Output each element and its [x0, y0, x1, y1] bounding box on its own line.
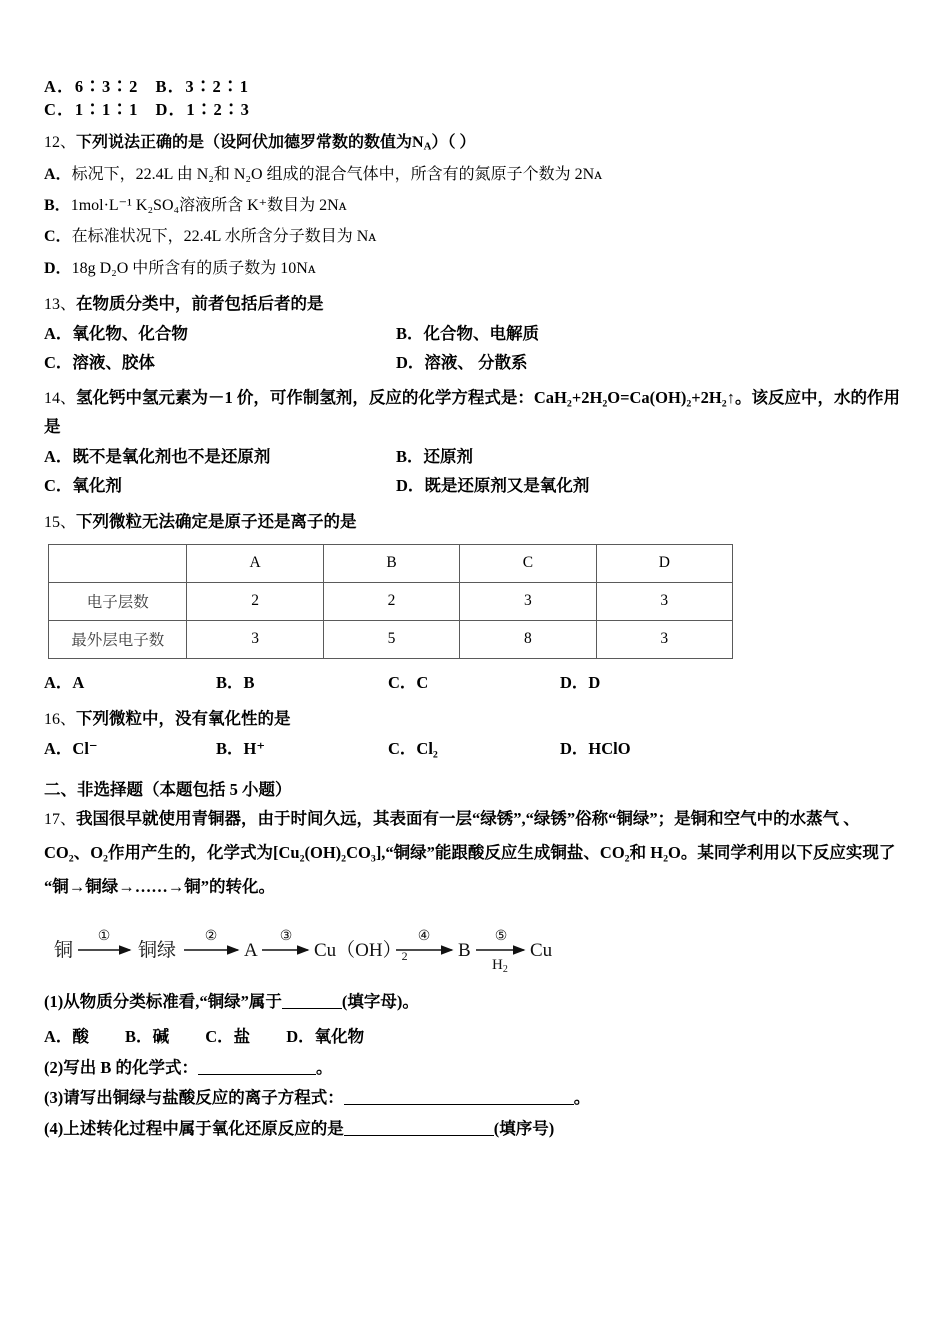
- q17-sub2-post: 。: [316, 1057, 333, 1077]
- q17-sub1-blank[interactable]: [282, 1008, 342, 1009]
- q17-sub1-option-c: [205, 1027, 250, 1046]
- q17-number: 17、: [44, 811, 77, 829]
- q11-option-b-value: 3∶2∶1: [185, 77, 250, 96]
- scheme-node-cu: Cu: [530, 939, 553, 961]
- q16-option-a-text: Cl⁻: [72, 738, 98, 758]
- q14-option-c-label: C．: [44, 475, 73, 495]
- q16-option-b: [216, 739, 388, 759]
- table-header-row: [49, 544, 733, 582]
- table-cell-shells-c: 3: [460, 582, 596, 620]
- q13-option-c-text: 溶液、胶体: [72, 352, 155, 372]
- q14-option-b: [396, 447, 924, 467]
- q12-option-c-text: 在标准状况下，22.4L 水所含分子数目为 Nᴀ: [71, 228, 377, 246]
- scheme-arrow-label-1: ①: [97, 928, 111, 944]
- q13-option-b-label: B．: [396, 323, 424, 343]
- q13-stem: [44, 292, 924, 317]
- table-row: [49, 582, 733, 620]
- q17-sub1-pre: (1)从物质分类标准看,“铜绿”属于: [44, 991, 282, 1011]
- table-cell-outer-a: 3: [187, 620, 323, 658]
- q11-option-c-label: C．: [44, 100, 75, 120]
- scheme-node-patina: 铜绿: [138, 939, 177, 961]
- q15-option-a-label: A．: [44, 672, 73, 692]
- q17-sub2: [44, 1058, 924, 1078]
- q17-stem-text-line1: 我国很早就使用青铜器，由于时间久远，其表面有一层“绿锈”,“绿锈”俗称“铜绿”；是铜和空气中的水蒸气 、: [76, 809, 860, 829]
- q15-option-d-label: D．: [560, 672, 589, 692]
- q12-option-c-label: C．: [44, 228, 72, 246]
- q16-option-d-text: HClO: [588, 738, 631, 758]
- q17-sub1-option-c-label: C．: [205, 1026, 234, 1046]
- q14-option-a: [44, 447, 396, 467]
- table-cell-outer-c: 8: [460, 620, 596, 658]
- q12-option-d-text: 18g D₂O 中所含有的质子数为 10Nᴀ: [71, 259, 316, 277]
- q12-option-d: [44, 259, 924, 278]
- q12-stem-text: 下列说法正确的是（设阿伏加德罗常数的数值为N: [76, 133, 424, 151]
- q14-option-a-text: 既不是氧化剂也不是还原剂: [72, 447, 271, 467]
- q16-option-d-label: D．: [560, 738, 589, 758]
- table-cell-shells-d: 3: [596, 582, 732, 620]
- q16-number: 16、: [44, 710, 77, 728]
- scheme-arrow-label-5: ⑤: [494, 928, 508, 944]
- q11-option-a-label: A．: [44, 77, 75, 96]
- q13-option-c: [44, 353, 396, 373]
- q14-options-row-cd: [44, 476, 924, 496]
- q15-option-d: [560, 673, 732, 693]
- q15-option-d-text: D: [588, 672, 601, 692]
- q12-option-a-text: 标况下，22.4L 由 N₂和 N₂O 组成的混合气体中，所含有的氮原子个数为 2Nᴀ: [71, 166, 603, 184]
- q15-option-b: [216, 673, 388, 693]
- q16-option-b-text: H⁺: [243, 738, 266, 758]
- q15-options-row: [44, 673, 924, 693]
- q13-options-row-cd: [44, 353, 924, 373]
- q14-stem-line2: [44, 415, 924, 440]
- q14-stem-line1: [44, 386, 924, 411]
- q15-option-a-text: A: [72, 672, 85, 692]
- q17-sub1-option-d-label: D．: [286, 1026, 315, 1046]
- table-cell-shells-b: 2: [323, 582, 459, 620]
- particle-table: [48, 544, 733, 659]
- q17-sub1-option-a: [44, 1027, 89, 1046]
- q14-stem-text-line2: 是: [44, 417, 61, 437]
- table-col-header-d: D: [596, 544, 732, 582]
- q11-option-a-value: 6∶3∶2: [74, 77, 139, 96]
- q14-option-b-label: B．: [396, 447, 424, 467]
- q13-option-a-text: 氧化物、化合物: [72, 323, 188, 343]
- q17-sub4-blank[interactable]: [344, 1135, 494, 1136]
- q14-option-c: [44, 476, 396, 496]
- q16-options-row: [44, 739, 924, 759]
- q13-option-d-text: 溶液、 分散系: [424, 352, 528, 372]
- scheme-arrow-5-condition: $H_2$: [492, 956, 508, 975]
- q12-option-a: [44, 165, 924, 184]
- q12-option-a-label: A．: [44, 166, 72, 184]
- scheme-node-copper: 铜: [54, 939, 74, 961]
- q15-option-b-label: B．: [216, 672, 244, 692]
- scheme-arrow-label-2: ②: [204, 928, 218, 944]
- scheme-arrow-label-4: ④: [417, 928, 431, 944]
- q13-number: 13、: [44, 295, 77, 313]
- q14-stem-text-line1: 氢化钙中氢元素为－1 价，可作制氢剂，反应的化学方程式是：CaH₂+2H₂O=Ca(OH)₂+2H₂↑。该反应中，水的作用: [76, 388, 900, 408]
- q15-option-c: [388, 673, 560, 693]
- q12-stem-subscript: A: [423, 140, 432, 153]
- q15-option-c-text: C: [416, 672, 429, 692]
- q14-option-d-label: D．: [396, 475, 425, 495]
- q14-number: 14、: [44, 390, 77, 408]
- scheme-node-copper-hydroxide: $Cu(OH)_2$: [314, 939, 408, 963]
- q17-sub3: [44, 1088, 924, 1108]
- q17-sub1-option-d-text: 氧化物: [314, 1026, 365, 1046]
- q14-option-d-text: 既是还原剂又是氧化剂: [424, 475, 590, 495]
- q17-stem-line2: [44, 841, 924, 866]
- q15-option-b-text: B: [243, 672, 255, 692]
- page-content: [44, 78, 924, 1150]
- q16-option-d: [560, 739, 732, 759]
- q15-option-a: [44, 673, 216, 693]
- q12-option-b-label: B．: [44, 197, 71, 215]
- q14-options-row-ab: [44, 447, 924, 467]
- q17-sub1-post: (填字母)。: [341, 991, 419, 1011]
- q17-sub1-option-b: [125, 1027, 169, 1046]
- q15-stem: [44, 510, 924, 535]
- q16-option-c-label: C．: [388, 738, 417, 758]
- q11-option-d-label: D．: [155, 100, 187, 120]
- q17-sub1-options: [44, 1023, 924, 1047]
- q13-option-d: [396, 353, 924, 373]
- scheme-node-b: B: [458, 939, 471, 961]
- q17-sub4-pre: (4)上述转化过程中属于氧化还原反应的是: [44, 1119, 344, 1139]
- q17-sub3-blank[interactable]: [344, 1104, 574, 1105]
- q11-options-row-ab: [44, 78, 924, 95]
- q12-stem-tail: ）（ ）: [431, 133, 476, 151]
- q15-option-c-label: C．: [388, 672, 417, 692]
- q16-option-a: [44, 739, 216, 759]
- q12-option-b-text: 1mol·L⁻¹ K₂SO₄溶液所含 K⁺数目为 2Nᴀ: [70, 197, 347, 215]
- q16-option-c: [388, 739, 560, 759]
- scheme-node-a: A: [244, 939, 258, 961]
- q12-option-c: [44, 227, 924, 246]
- table-col-header-a: A: [187, 544, 323, 582]
- table-row-header-outer-electrons: 最外层电子数: [49, 620, 187, 658]
- q12-stem: [44, 133, 924, 153]
- q17-stem-text-line3: “铜→铜绿→……→铜”的转化。: [44, 877, 275, 897]
- q17-sub1-option-c-text: 盐: [233, 1026, 251, 1046]
- q17-sub1-option-a-label: A．: [44, 1026, 73, 1046]
- q13-option-a: [44, 324, 396, 344]
- table-cell-outer-d: 3: [596, 620, 732, 658]
- q17-sub1-option-b-text: 碱: [152, 1026, 170, 1046]
- q16-option-a-label: A．: [44, 738, 73, 758]
- q17-sub3-pre: (3)请写出铜绿与盐酸反应的离子方程式：: [44, 1088, 344, 1108]
- q13-options-row-ab: [44, 324, 924, 344]
- q16-option-c-text: Cl₂: [416, 738, 438, 758]
- table-row-header-shells: 电子层数: [49, 582, 187, 620]
- q13-option-b: [396, 324, 924, 344]
- q13-option-d-label: D．: [396, 352, 425, 372]
- q16-stem-text: 下列微粒中，没有氧化性的是: [76, 708, 291, 728]
- section-2-title: 二、非选择题（本题包括 5 小题）: [44, 780, 292, 800]
- table-corner-cell: [49, 544, 187, 582]
- q11-option-d-value: 1∶2∶3: [186, 100, 251, 120]
- q14-option-d: [396, 476, 924, 496]
- q17-sub2-pre: (2)写出 B 的化学式：: [44, 1057, 198, 1077]
- q13-option-a-label: A．: [44, 323, 73, 343]
- q11-option-b-label: B．: [155, 77, 186, 96]
- q17-stem-line1: [44, 807, 924, 832]
- reaction-scheme-svg: [52, 914, 572, 976]
- table-cell-shells-a: 2: [187, 582, 323, 620]
- q12-option-b: [44, 196, 924, 215]
- table-cell-outer-b: 5: [323, 620, 459, 658]
- q16-option-b-label: B．: [216, 738, 244, 758]
- q17-sub4-post: (填序号): [493, 1119, 555, 1139]
- q17-stem-text-line2: CO₂、O₂作用产生的，化学式为[Cu₂(OH)₂CO₃],“铜绿”能跟酸反应生成铜盐、CO₂和 H₂O。某同学利用以下反应实现了: [44, 843, 896, 863]
- reaction-scheme-diagram: [52, 914, 924, 976]
- q12-option-d-label: D．: [44, 259, 72, 277]
- q13-option-b-text: 化合物、电解质: [423, 323, 540, 343]
- q15-stem-text: 下列微粒无法确定是原子还是离子的是: [76, 511, 357, 531]
- q14-option-c-text: 氧化剂: [72, 475, 122, 495]
- q12-number: 12、: [44, 133, 77, 151]
- q17-sub3-post: 。: [573, 1088, 591, 1108]
- q17-sub2-blank[interactable]: [198, 1074, 316, 1075]
- table-row: [49, 620, 733, 658]
- q11-options-row-cd: [44, 101, 924, 118]
- q14-option-a-label: A．: [44, 447, 73, 467]
- q17-sub1-option-b-label: B．: [125, 1026, 153, 1046]
- q15-number: 15、: [44, 513, 77, 531]
- q13-stem-text: 在物质分类中，前者包括后者的是: [76, 293, 324, 313]
- table-col-header-b: B: [323, 544, 459, 582]
- q11-option-c-value: 1∶1∶1: [74, 100, 139, 120]
- q17-stem-line3: [44, 875, 924, 900]
- q17-sub1: [44, 992, 924, 1012]
- q17-sub1-option-d: [286, 1027, 364, 1046]
- q13-option-c-label: C．: [44, 352, 73, 372]
- table-col-header-c: C: [460, 544, 596, 582]
- q17-sub4: [44, 1119, 924, 1139]
- q17-sub1-option-a-text: 酸: [72, 1026, 89, 1046]
- q14-option-b-text: 还原剂: [423, 447, 474, 467]
- q16-stem: [44, 707, 924, 732]
- scheme-arrow-label-3: ③: [279, 928, 293, 944]
